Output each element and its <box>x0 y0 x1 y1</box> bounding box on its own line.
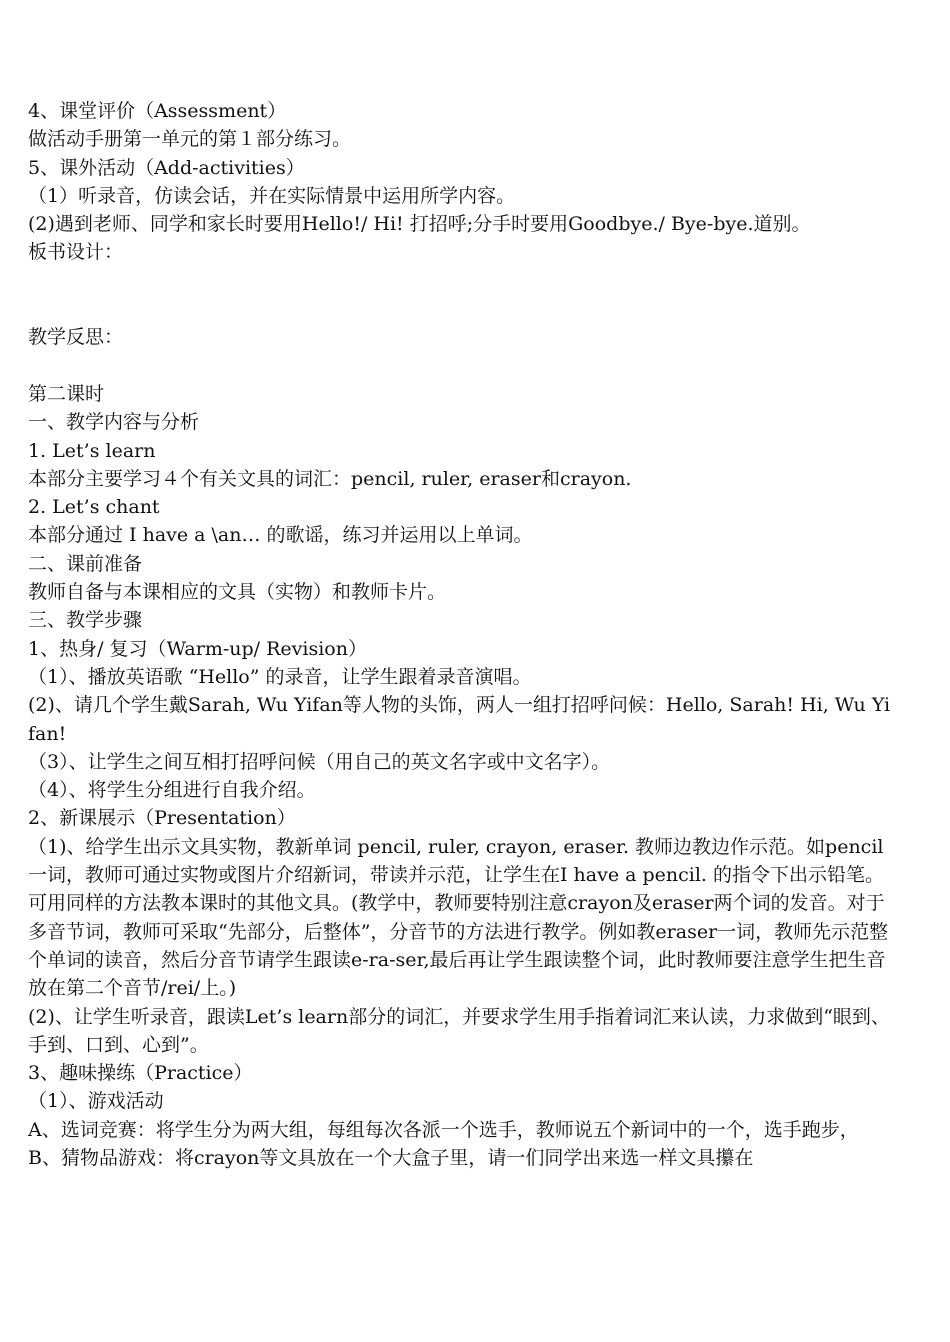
warm-up-item-3: （3）、让学生之间互相打招呼问候（用自己的英文名字或中文名字）。 <box>28 750 611 773</box>
teaching-steps-heading: 三、教学步骤 <box>28 609 143 632</box>
reflection-label: 教学反思： <box>28 326 124 349</box>
add-activities-heading: 5、课外活动（Add-activities） <box>28 156 305 179</box>
lets-chant-text: 本部分通过 I have a \an… 的歌谣，练习并运用以上单词。 <box>28 524 533 547</box>
lets-learn-heading: 1. Let’s learn <box>28 439 156 462</box>
document-body <box>28 97 896 1172</box>
presentation-item-1: （1)、给学生出示文具实物，教新单词 pencil, ruler, crayon, eraser. 教师边教边作示范。如pencil一词，教师可通过实物或图片介绍新词，带读并示范，让学生在I have a pencil. 的指令下出示铅笔。可用同样的方法教本课时的其他文具。(教学中，教师要特别注意crayon及eraser两个词的发音。对于多音节词，教师可采取“先部分，后整体”，分音节的方法进行教学。例如教eraser一词，教师先示范整个单词的读音，然后分音节请学生跟读e-ra-ser,最后再让学生跟读整个词，此时教师要注意学生把生音放在第二个音节/rei/上。) <box>28 835 889 1000</box>
warm-up-item-1: （1）、播放英语歌 “Hello” 的录音，让学生跟着录音演唱。 <box>28 665 532 688</box>
content-analysis-heading: 一、教学内容与分析 <box>28 411 200 434</box>
practice-heading: 3、趣味操练（Practice） <box>28 1062 253 1085</box>
practice-item-1-text: A、选词竞赛：将学生分为两大组，每组每次各派一个选手，教师说五个新词中的一个，选手跑步， B、猜物品游戏：将crayon等文具放在一个大盒子里，请一们同学出来选一样文具攥在 <box>28 1118 865 1169</box>
warm-up-heading: 1、热身/ 复习（Warm-up/ Revision） <box>28 637 367 660</box>
preparation-text: 教师自备与本课相应的文具（实物）和教师卡片。 <box>28 581 447 604</box>
add-activities-item-2: (2)遇到老师、同学和家长时要用Hello!/ Hi! 打招呼;分手时要用Goodbye./ Bye-bye.道别。 <box>28 213 811 236</box>
warm-up-item-2: (2)、请几个学生戴Sarah, Wu Yifan等人物的头饰，两人一组打招呼问候：Hello, Sarah! Hi, Wu Yifan! <box>28 694 891 745</box>
practice-item-1: （1）、游戏活动 <box>28 1090 164 1113</box>
warm-up-item-4: （4）、将学生分组进行自我介绍。 <box>28 779 316 802</box>
lets-chant-heading: 2. Let’s chant <box>28 496 160 519</box>
reflection-space <box>28 352 896 380</box>
lets-learn-text: 本部分主要学习４个有关文具的词汇：pencil, ruler, eraser和crayon. <box>28 467 632 490</box>
board-design-space <box>28 267 896 324</box>
presentation-item-2: (2)、让学生听录音，跟读Let’s learn部分的词汇，并要求学生用手指着词汇来认读，力求做到“眼到、手到、口到、心到”。 <box>28 1005 890 1056</box>
preparation-heading: 二、课前准备 <box>28 552 143 575</box>
assessment-heading: 4、课堂评价（Assessment） <box>28 100 287 122</box>
assessment-text: 做活动手册第一单元的第１部分练习。 <box>28 128 352 151</box>
add-activities-item-1: （1）听录音，仿读会话，并在实际情景中运用所学内容。 <box>28 184 516 207</box>
board-design-label: 板书设计： <box>28 241 124 264</box>
lesson-2-title: 第二课时 <box>28 382 105 405</box>
presentation-heading: 2、新课展示（Presentation） <box>28 807 296 830</box>
